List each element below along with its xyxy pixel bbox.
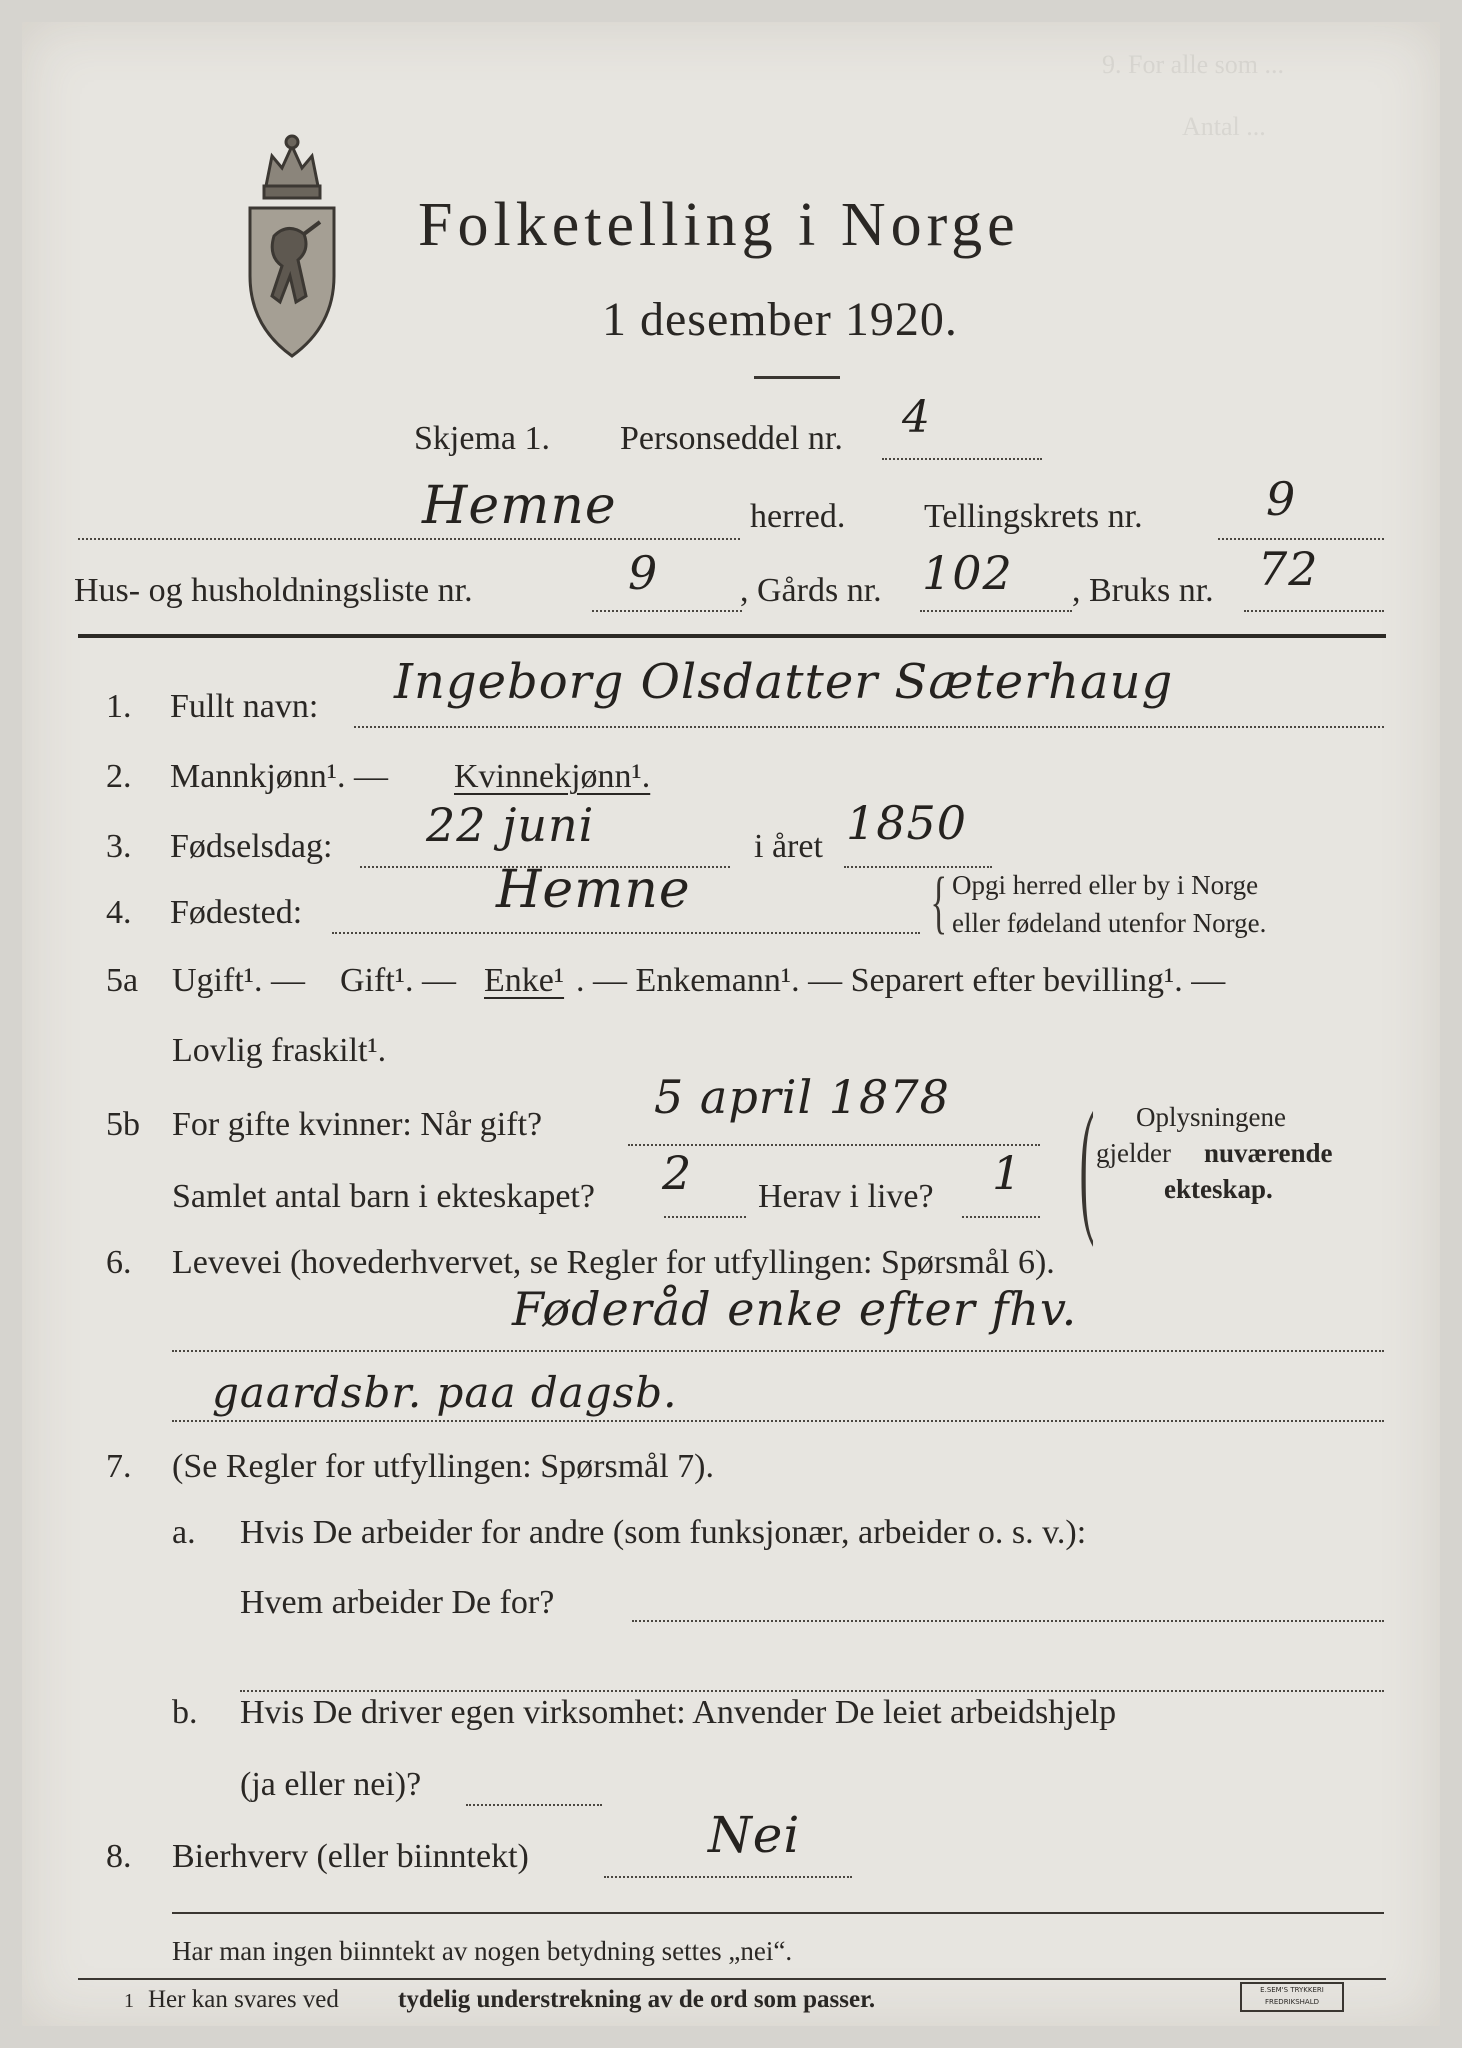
- q5b-note-3: ekteskap.: [1164, 1174, 1273, 1204]
- option-ugift[interactable]: Ugift¹. —: [172, 962, 305, 999]
- married-date-value[interactable]: 5 april 1878: [654, 1070, 950, 1124]
- q4-note-1: Opgi herred eller by i Norge: [952, 870, 1259, 900]
- footer-note: Har man ingen biinntekt av nogen betydning settes „nei“.: [172, 1936, 793, 1966]
- q7b-answer-line[interactable]: [466, 1804, 602, 1806]
- option-gift[interactable]: Gift¹. —: [340, 962, 456, 999]
- bruks-value[interactable]: 72: [1258, 542, 1319, 596]
- q4-line: [332, 932, 920, 934]
- footnote-number: 1: [124, 1990, 134, 2012]
- q6-label: Levevei (hovederhvervet, se Regler for utfyllingen: Spørsmål 6).: [172, 1244, 1055, 1281]
- birth-year-value[interactable]: 1850: [846, 796, 968, 850]
- gards-label: , Gårds nr.: [740, 572, 882, 609]
- q7b-line-2: (ja eller nei)?: [240, 1766, 422, 1803]
- birthday-value[interactable]: 22 juni: [426, 798, 595, 852]
- q7b-letter: b.: [172, 1694, 198, 1731]
- q4-label: Fødested:: [170, 894, 303, 931]
- q5a-other-options[interactable]: . — Enkemann¹. — Separert efter bevilling¹. —: [576, 962, 1226, 999]
- live-line: [962, 1216, 1040, 1218]
- footnote-text-b: tydelig understrekning av de ord som passer.: [398, 1986, 876, 2013]
- q7a-answer-line[interactable]: [632, 1620, 1384, 1622]
- personseddel-line: [882, 458, 1042, 460]
- occupation-value-1[interactable]: Føderåd enke efter fhv.: [512, 1282, 1078, 1336]
- q6-line-2: [172, 1420, 1384, 1422]
- side-income-value[interactable]: Nei: [708, 1806, 801, 1864]
- gards-line: [920, 610, 1072, 612]
- option-mannkjonn[interactable]: Mannkjønn¹. —: [170, 758, 388, 795]
- q7b-line-1: Hvis De driver egen virksomhet: Anvender De leiet arbeidshjelp: [240, 1694, 1117, 1731]
- q4-brace: {: [930, 864, 948, 941]
- norwegian-coat-of-arms-icon: [244, 126, 340, 362]
- option-kvinnekjonn[interactable]: Kvinnekjønn¹.: [454, 758, 651, 795]
- bruks-line: [1244, 610, 1384, 612]
- footnote-text-a: Her kan svares ved: [148, 1986, 339, 2013]
- q7a-line-1: Hvis De arbeider for andre (som funksjonær, arbeider o. s. v.):: [240, 1514, 1087, 1551]
- barn-line: [664, 1216, 746, 1218]
- barn-label: Samlet antal barn i ekteskapet?: [172, 1178, 595, 1215]
- q5b-brace: (: [1079, 1082, 1095, 1248]
- skjema-label: Skjema 1.: [414, 420, 550, 457]
- census-date: 1 desember 1920.: [602, 293, 958, 346]
- q1-number: 1.: [106, 688, 132, 725]
- q7-label: (Se Regler for utfyllingen: Spørsmål 7).: [172, 1448, 715, 1485]
- herred-value[interactable]: Hemne: [422, 476, 617, 536]
- q1-line: [354, 726, 1384, 728]
- herred-line: [78, 538, 740, 540]
- q8-number: 8.: [106, 1838, 132, 1875]
- bleed-through-text: 9. For alle som ...: [1102, 50, 1284, 79]
- birthplace-value[interactable]: Hemne: [496, 860, 691, 920]
- gards-value[interactable]: 102: [922, 546, 1013, 600]
- q6-number: 6.: [106, 1244, 132, 1281]
- q5b-note-2a: gjelder: [1096, 1138, 1171, 1168]
- occupation-value-2[interactable]: gaardsbr. paa dagsb.: [212, 1368, 678, 1417]
- footnote-rule: [78, 1978, 1386, 1980]
- q5b-note-2b: nuværende: [1204, 1138, 1333, 1168]
- aaret-label: i året: [754, 828, 823, 865]
- q2-number: 2.: [106, 758, 132, 795]
- personseddel-label: Personseddel nr.: [620, 420, 843, 457]
- aaret-line: [844, 866, 992, 868]
- herred-label: herred.: [750, 498, 846, 535]
- q4-note-2: eller fødeland utenfor Norge.: [952, 908, 1267, 938]
- title-divider: [754, 376, 840, 379]
- children-total-value[interactable]: 2: [662, 1146, 693, 1200]
- option-enke[interactable]: Enke¹: [484, 962, 565, 999]
- q8-label: Bierhverv (eller biinntekt): [172, 1838, 529, 1875]
- q7a-line-2: Hvem arbeider De for?: [240, 1584, 555, 1621]
- q5b-number: 5b: [106, 1106, 140, 1143]
- printer-stamp: E.SEM'S TRYKKERI FREDRIKSHALD: [1240, 1982, 1344, 2012]
- live-label: Herav i live?: [758, 1178, 934, 1215]
- q5b-note-1: Oplysningene: [1136, 1102, 1286, 1132]
- q7a-letter: a.: [172, 1514, 196, 1551]
- husholdning-line: [592, 610, 742, 612]
- q3-number: 3.: [106, 828, 132, 865]
- q6-line-1: [172, 1350, 1384, 1352]
- census-form: [22, 22, 1440, 2026]
- husholdning-label: Hus- og husholdningsliste nr.: [74, 572, 473, 609]
- q5b-label: For gifte kvinner: Når gift?: [172, 1106, 543, 1143]
- q7-number: 7.: [106, 1448, 132, 1485]
- q3-label: Fødselsdag:: [170, 828, 333, 865]
- section-rule: [78, 634, 1386, 638]
- footer-rule: [172, 1912, 1384, 1914]
- bleed-through-text: Antal ...: [1182, 112, 1266, 141]
- children-alive-value[interactable]: 1: [992, 1146, 1023, 1200]
- full-name-value[interactable]: Ingeborg Olsdatter Sæterhaug: [394, 654, 1174, 710]
- q5a-number: 5a: [106, 962, 139, 999]
- option-lovlig-fraskilt[interactable]: Lovlig fraskilt¹.: [172, 1032, 387, 1069]
- personseddel-value[interactable]: 4: [902, 392, 931, 443]
- q8-line: [604, 1876, 852, 1878]
- q1-label: Fullt navn:: [170, 688, 319, 725]
- q7a-answer-line-2[interactable]: [240, 1690, 1384, 1692]
- tellingskrets-value[interactable]: 9: [1266, 472, 1297, 526]
- form-title: Folketelling i Norge: [418, 191, 1020, 259]
- bruks-label: , Bruks nr.: [1072, 572, 1214, 609]
- husholdning-value[interactable]: 9: [628, 546, 659, 600]
- tellingskrets-label: Tellingskrets nr.: [924, 498, 1143, 535]
- tellingskrets-line: [1218, 538, 1384, 540]
- q4-number: 4.: [106, 894, 132, 931]
